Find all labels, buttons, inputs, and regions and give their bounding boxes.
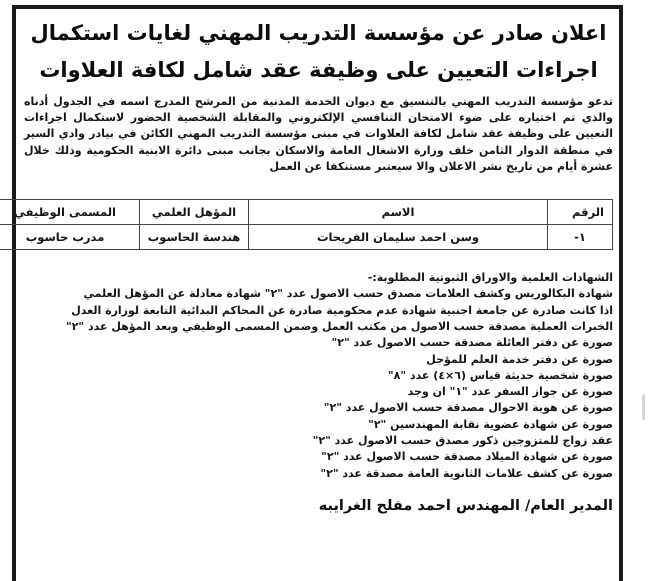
required-documents xyxy=(24,270,613,482)
intro-line-3: التعيين على وظيفة عقد شامل لكافة العلاوات في مبنى مؤسسة التدريب المهني الكائن في بيادر وادي السير في xyxy=(24,127,613,157)
documents-heading: الشهادات العلمية والاوراق الثبوتية المطلوبة:- xyxy=(367,271,613,285)
intro-line-1: تدعو مؤسسة التدريب المهني بالتنسيق مع ديوان الخدمة المدنية من المرشح المدرج اسمه في الجدول أدناه xyxy=(24,95,613,108)
title-line-1: اعلان صادر عن مؤسسة التدريب المهني لغايات استكمال xyxy=(30,21,607,45)
document-item: صورة عن شهادة الميلاد مصدقة حسب الاصول عدد "٢" xyxy=(321,450,613,464)
intro-line-5: عشرة أيام من تاريخ نشر الاعلان والا سيعتبر مستنكفا عن العمل xyxy=(269,159,613,173)
header-name: الاسم xyxy=(249,200,548,225)
intro-line-2: والذي تم اختياره على ضوء الامتحان التنافسي الإلكتروني والمقابلة الشخصية الحضور لاستكمال اجراءات xyxy=(24,111,613,125)
document-item: صورة شخصية حديثة قياس (٦×٤) عدد "٨" xyxy=(387,368,613,382)
signature: المدير العام/ المهندس احمد مفلح الغرايبه xyxy=(318,497,613,514)
cell-number: ١- xyxy=(548,225,613,250)
intro-paragraph xyxy=(24,94,613,175)
title-line-2: اجراءات التعيين على وظيفة عقد شامل لكافة العلاوات xyxy=(39,58,598,82)
header-qualification: المؤهل العلمي xyxy=(140,200,249,225)
header-job-title: المسمى الوظيفي xyxy=(0,200,140,225)
document-item: صورة عن كشف علامات الثانوية العامة مصدقة عدد "٢" xyxy=(320,466,613,480)
announcement-title xyxy=(24,15,613,89)
document-item: صورة عن هوية الاحوال مصدقة حسب الاصول عدد "٢" xyxy=(323,401,613,415)
document-item: اذا كانت صادرة عن جامعة اجنبية شهادة عدم محكومية صادرة عن المحاكم البدائية التابعة لوزارة العدل xyxy=(71,303,613,317)
header-number: الرقم xyxy=(548,200,613,225)
document-item: عقد زواج للمتزوجين ذكور مصدق حسب الاصول عدد "٢" xyxy=(312,433,613,447)
document-item: صورة عن دفتر العائلة مصدقة حسب الاصول عدد "٢" xyxy=(331,336,613,350)
document-item: شهادة البكالوريس وكشف العلامات مصدق حسب الاصول عدد "٢" شهادة معادلة عن المؤهل العلمي xyxy=(83,287,613,301)
table-row xyxy=(0,225,613,250)
table-header-row xyxy=(0,200,613,225)
cell-job-title: مدرب حاسوب xyxy=(0,225,140,250)
cell-qualification: هندسة الحاسوب xyxy=(140,225,249,250)
cell-name: وسن احمد سليمان الفريحات xyxy=(249,225,548,250)
document-item: صورة عن دفتر خدمة العلم للمؤجل xyxy=(426,352,613,366)
candidates-table xyxy=(0,199,613,250)
document-item: صورة عن جواز السفر عدد "١" ان وجد xyxy=(407,385,613,399)
intro-line-4: منطقة الدوار الثامن خلف وزارة الاشغال العامة والاسكان بجانب مبنى دائرة الابنية الحكومية وذلك خلال xyxy=(24,143,590,157)
scan-artifact xyxy=(642,394,645,420)
document-item: الخبرات العملية مصدقة حسب الاصول من مكتب العمل وضمن المسمى الوظيفي وبعد المؤهل عدد "٢" xyxy=(65,319,613,333)
announcement-frame xyxy=(12,5,623,581)
document-item: صورة عن شهادة عضوية نقابة المهندسين "٢" xyxy=(368,417,613,431)
